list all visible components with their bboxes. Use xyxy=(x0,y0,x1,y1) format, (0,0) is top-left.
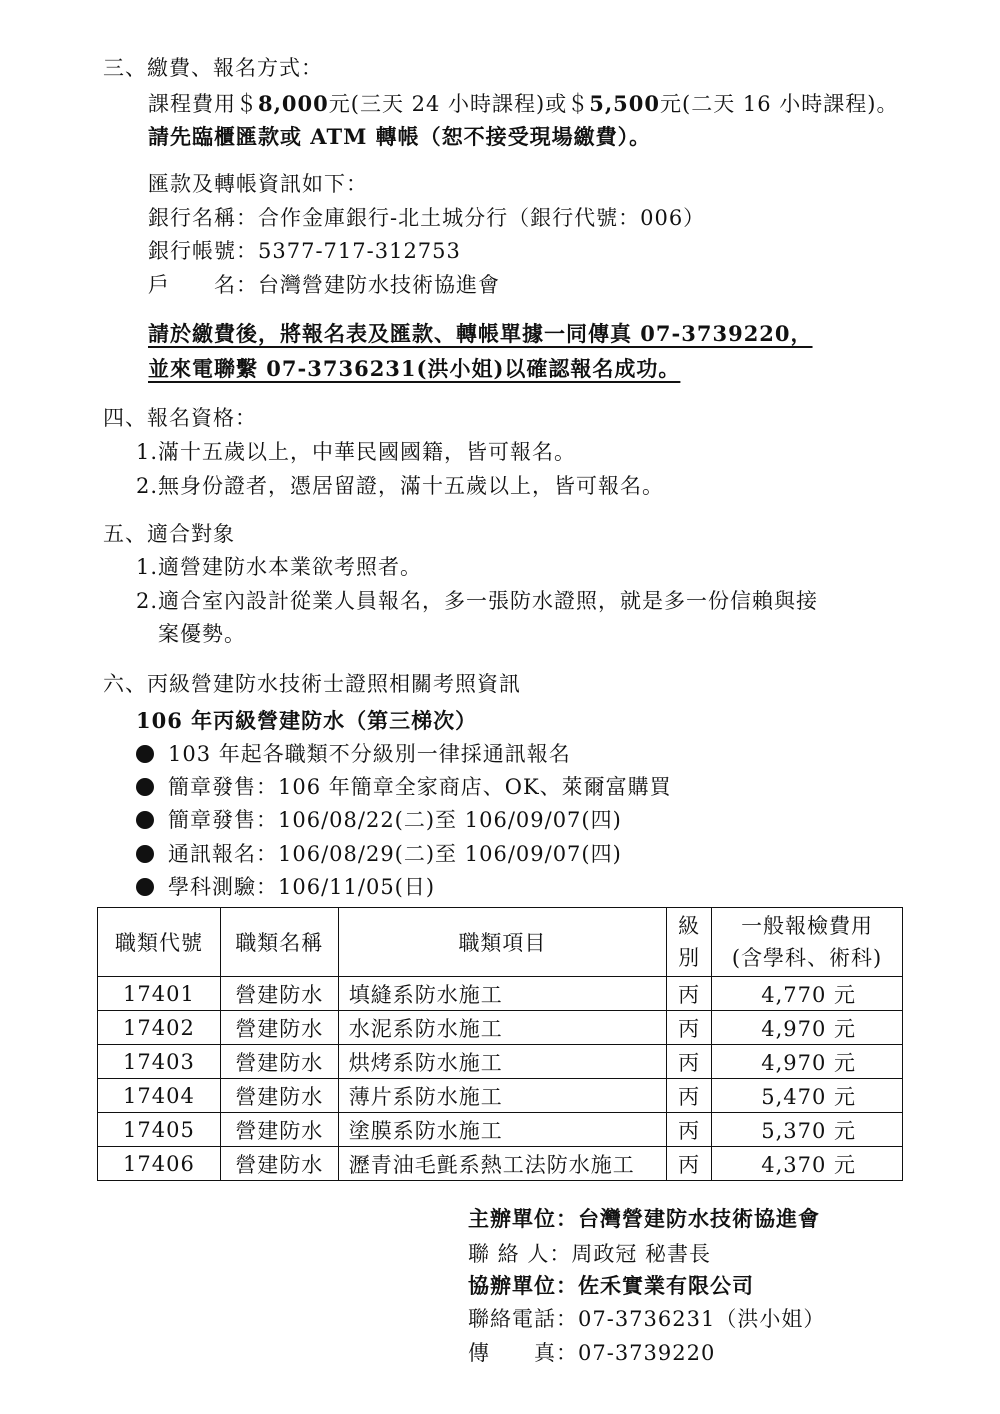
audience-item-2-cont: 案優勢。 xyxy=(158,622,246,646)
fee-text-b: 元(三天 24 小時課程)或＄ xyxy=(328,92,590,116)
fee-text-a: 課程費用＄ xyxy=(148,92,258,116)
header-level: 級 別 xyxy=(667,908,712,977)
bullet-dot-icon xyxy=(136,811,154,829)
table-header-row xyxy=(98,908,903,977)
row-fee: 4,970 元 xyxy=(712,1011,903,1045)
table-row xyxy=(98,1045,903,1079)
transfer-intro: 匯款及轉帳資訊如下： xyxy=(148,172,368,196)
payment-note: 請先臨櫃匯款或 ATM 轉帳（恕不接受現場繳費）。 xyxy=(148,124,652,149)
row-item: 薄片系防水施工 xyxy=(338,1079,666,1113)
host-organization: 主辦單位：台灣營建防水技術協進會 xyxy=(468,1206,820,1231)
row-item: 塗膜系防水施工 xyxy=(338,1113,666,1147)
row-item: 瀝青油毛氈系熱工法防水施工 xyxy=(338,1147,666,1181)
exam-fee-table xyxy=(97,907,903,1181)
bullet-dot-icon xyxy=(136,845,154,863)
section-6-heading: 六、丙級營建防水技術士證照相關考照資訊 xyxy=(103,672,521,696)
row-code: 17404 xyxy=(98,1079,221,1113)
account-holder xyxy=(148,271,500,299)
table-row xyxy=(98,1147,903,1181)
row-fee: 4,370 元 xyxy=(712,1147,903,1181)
row-name: 營建防水 xyxy=(220,1079,338,1113)
fee-text-c: 元(二天 16 小時課程)。 xyxy=(660,92,899,116)
row-item: 填縫系防水施工 xyxy=(338,977,666,1011)
row-level: 丙 xyxy=(667,1045,712,1079)
exam-bullet: 簡章發售：106/08/22(二)至 106/09/07(四) xyxy=(136,806,622,834)
bullet-dot-icon xyxy=(136,778,154,796)
account-holder-label: 戶 名： xyxy=(148,273,258,297)
bank-name: 銀行名稱：合作金庫銀行-北土城分行（銀行代號：006） xyxy=(148,206,706,230)
table-row xyxy=(98,1079,903,1113)
header-code: 職類代號 xyxy=(98,908,221,977)
row-level: 丙 xyxy=(667,1113,712,1147)
row-level: 丙 xyxy=(667,1011,712,1045)
bullet-dot-icon xyxy=(136,878,154,896)
row-item: 水泥系防水施工 xyxy=(338,1011,666,1045)
row-fee: 4,770 元 xyxy=(712,977,903,1011)
row-level: 丙 xyxy=(667,977,712,1011)
exam-bullet: 通訊報名：106/08/29(二)至 106/09/07(四) xyxy=(136,840,622,868)
audience-item-2: 2.適合室內設計從業人員報名，多一張防水證照，就是多一份信賴與接 xyxy=(136,589,819,613)
row-code: 17406 xyxy=(98,1147,221,1181)
audience-item-1: 1.適營建防水本業欲考照者。 xyxy=(136,555,423,579)
contact-fax: 傳 真：07-3739220 xyxy=(468,1341,716,1365)
header-item: 職類項目 xyxy=(338,908,666,977)
course-fee-line xyxy=(148,90,898,118)
contact-phone: 聯絡電話：07-3736231（洪小姐） xyxy=(468,1307,826,1331)
row-fee: 5,370 元 xyxy=(712,1113,903,1147)
exam-bullet: 學科測驗：106/11/05(日) xyxy=(136,873,435,901)
co-host-organization: 協辦單位：佐禾實業有限公司 xyxy=(468,1273,754,1298)
row-name: 營建防水 xyxy=(220,1147,338,1181)
row-code: 17405 xyxy=(98,1113,221,1147)
section-4-heading: 四、報名資格： xyxy=(103,406,257,430)
exam-batch-title: 106 年丙級營建防水（第三梯次） xyxy=(136,708,478,733)
fee-amount-3day: 8,000 xyxy=(258,91,329,116)
bullet-dot-icon xyxy=(136,745,154,763)
row-name: 營建防水 xyxy=(220,1113,338,1147)
account-number: 銀行帳號：5377-717-312753 xyxy=(148,239,461,263)
header-name: 職類名稱 xyxy=(220,908,338,977)
row-fee: 5,470 元 xyxy=(712,1079,903,1113)
row-item: 烘烤系防水施工 xyxy=(338,1045,666,1079)
table-row xyxy=(98,1011,903,1045)
header-fee: 一般報檢費用 (含學科、術科) xyxy=(712,908,903,977)
account-holder-value: 台灣營建防水技術協進會 xyxy=(258,273,500,297)
contact-person: 聯 絡 人：周政冠 秘書長 xyxy=(468,1242,712,1266)
row-name: 營建防水 xyxy=(220,1011,338,1045)
section-5-heading: 五、適合對象 xyxy=(103,522,235,546)
phone-notice: 並來電聯繫 07-3736231(洪小姐)以確認報名成功。 xyxy=(148,356,681,381)
row-level: 丙 xyxy=(667,1079,712,1113)
section-3-heading: 三、繳費、報名方式： xyxy=(103,56,323,80)
row-code: 17403 xyxy=(98,1045,221,1079)
table-row xyxy=(98,977,903,1011)
exam-bullet: 簡章發售：106 年簡章全家商店、OK、萊爾富購買 xyxy=(136,773,672,801)
row-code: 17401 xyxy=(98,977,221,1011)
table-row xyxy=(98,1113,903,1147)
exam-bullet: 103 年起各職類不分級別一律採通訊報名 xyxy=(136,740,571,768)
fee-amount-2day: 5,500 xyxy=(589,91,660,116)
eligibility-item-1: 1.滿十五歲以上，中華民國國籍，皆可報名。 xyxy=(136,440,577,464)
row-name: 營建防水 xyxy=(220,977,338,1011)
row-level: 丙 xyxy=(667,1147,712,1181)
row-name: 營建防水 xyxy=(220,1045,338,1079)
eligibility-item-2: 2.無身份證者，憑居留證，滿十五歲以上，皆可報名。 xyxy=(136,474,665,498)
fax-notice: 請於繳費後，將報名表及匯款、轉帳單據一同傳真 07-3739220， xyxy=(148,321,813,346)
row-code: 17402 xyxy=(98,1011,221,1045)
row-fee: 4,970 元 xyxy=(712,1045,903,1079)
